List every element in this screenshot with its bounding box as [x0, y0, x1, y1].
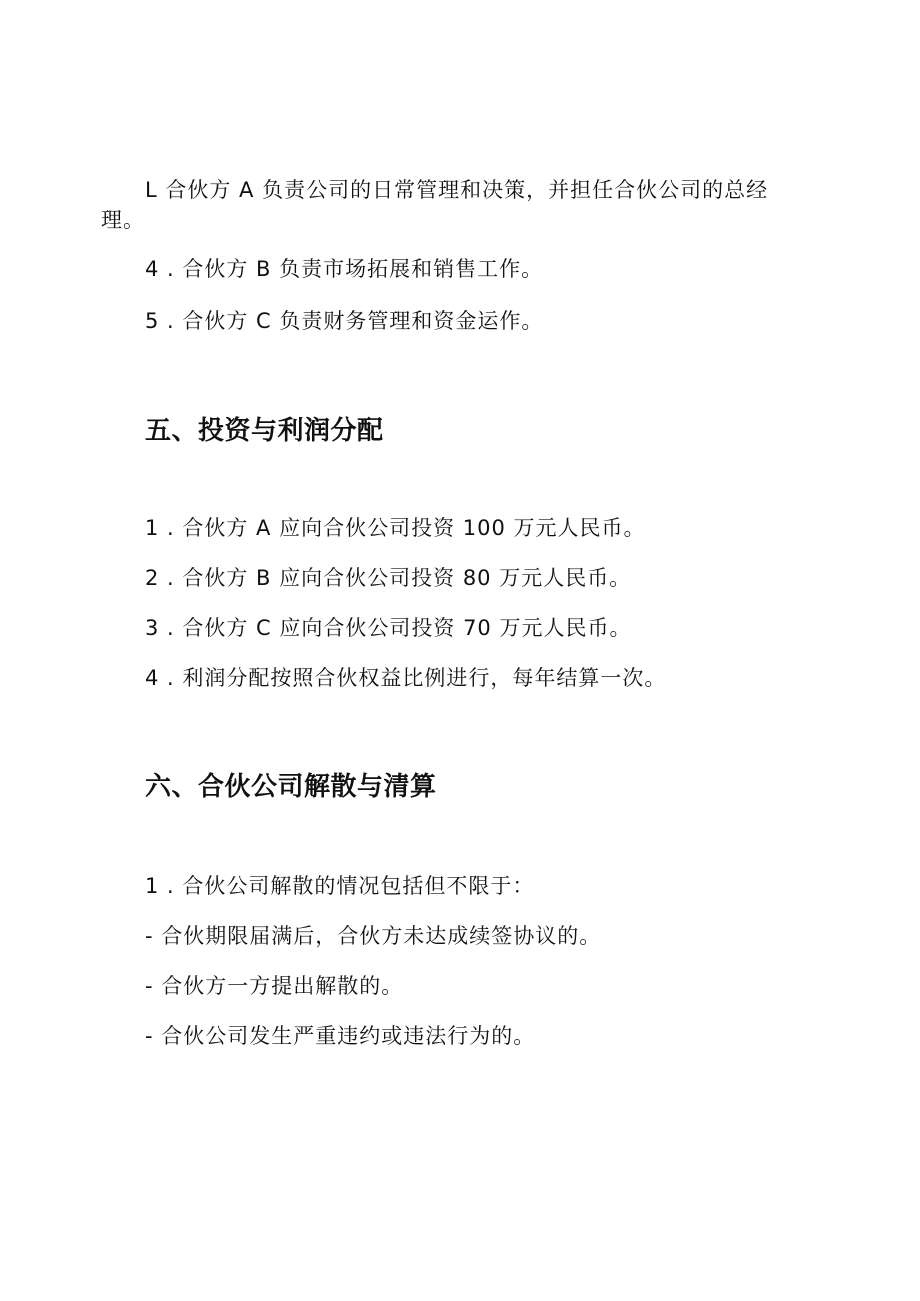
- paragraph-investment-c: 3 . 合伙方 C 应向合伙公司投资 70 万元人民币。: [145, 616, 632, 640]
- paragraph-market-role: 4 . 合伙方 B 负责市场拓展和销售工作。: [145, 257, 544, 281]
- paragraph-profit-distribution: 4 . 利润分配按照合伙权益比例进行，每年结算一次。: [145, 666, 667, 690]
- paragraph-manager-role-continued: 理。: [101, 208, 145, 232]
- paragraph-investment-a: 1 . 合伙方 A 应向合伙公司投资 100 万元人民币。: [145, 516, 646, 540]
- paragraph-investment-b: 2 . 合伙方 B 应向合伙公司投资 80 万元人民币。: [145, 566, 632, 590]
- section-heading-dissolution: 六、合伙公司解散与清算: [145, 772, 437, 802]
- list-item-party-requests: - 合伙方一方提出解散的。: [145, 974, 404, 998]
- paragraph-finance-role: 5 . 合伙方 C 负责财务管理和资金运作。: [145, 309, 544, 333]
- paragraph-dissolution-conditions: 1 . 合伙公司解散的情况包括但不限于：: [145, 874, 535, 898]
- section-heading-investment: 五、投资与利润分配: [145, 416, 384, 446]
- list-item-term-expired: - 合伙期限届满后，合伙方未达成续签协议的。: [145, 924, 602, 948]
- paragraph-manager-role: L 合伙方 A 负责公司的日常管理和决策，并担任合伙公司的总经: [145, 178, 769, 202]
- list-item-serious-breach: - 合伙公司发生严重违约或违法行为的。: [145, 1024, 536, 1048]
